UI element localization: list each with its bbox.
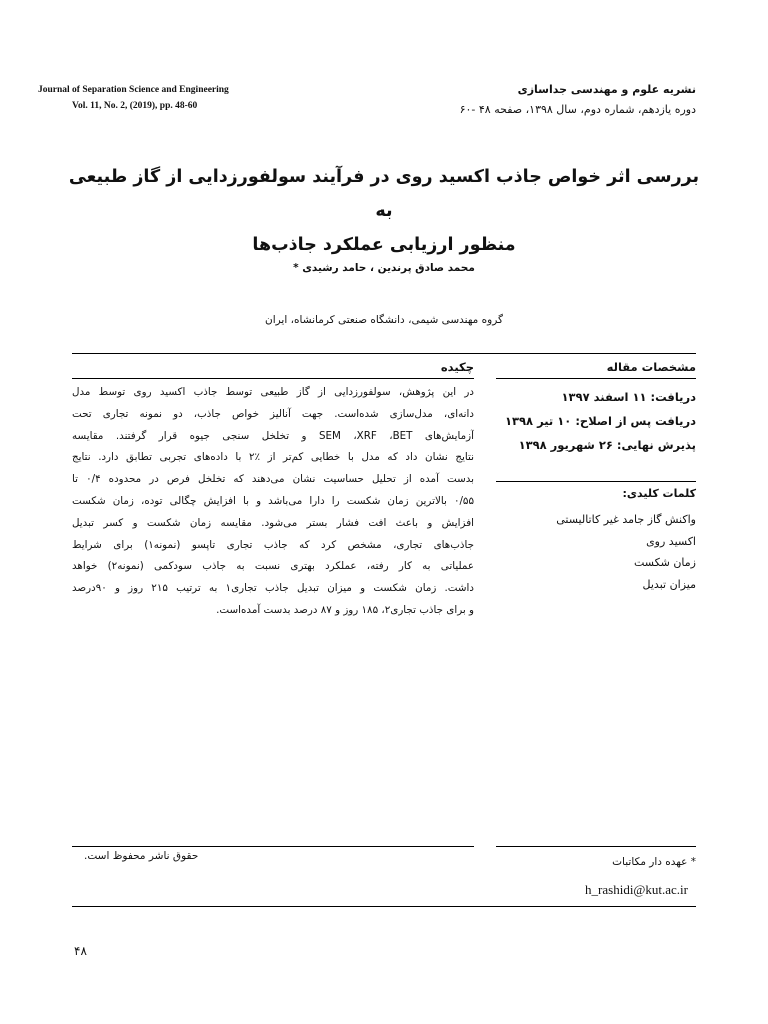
journal-name-fa: نشریه علوم و مهندسی جداسازی (517, 83, 696, 96)
copyright-divider (72, 846, 474, 847)
title-line: منظور ارزیابی عملکرد جاذب‌ها (252, 235, 516, 255)
bottom-divider (72, 906, 696, 907)
article-info-heading: مشخصات مقاله (606, 360, 696, 374)
authors: محمد صادق پرندین ، حامد رشیدی * (293, 262, 475, 274)
copyright-notice (72, 850, 474, 862)
correspondence-divider (496, 846, 696, 847)
page-number: ۴۸ (74, 944, 87, 958)
abstract-heading-divider (72, 378, 474, 379)
top-divider (72, 353, 696, 354)
abstract-line: جاذب‌های تجاری، مشخص کرد که جاذب تجاری تاپسو (نمونه۱) برای شرایط (72, 538, 474, 551)
abstract-line: عملیاتی به کار رفته، عملکرد بهتری نسبت به جاذب سودکمی (نمونه۲) خواهد (72, 560, 474, 573)
affiliation: گروه مهندسی شیمی، دانشگاه صنعتی کرمانشاه، ایران (265, 314, 503, 326)
abstract-line: نتایج نشان داد که مدل با خطایی کم‌تر از ٪۲ با داده‌های تجربی تطابق دارد. نتایج (72, 451, 474, 464)
keyword-item: میزان تبدیل (642, 577, 696, 591)
abstract-body (72, 382, 474, 622)
keyword-item: زمان شکست (633, 556, 696, 569)
journal-name-en: Journal of Separation Science and Engineering (38, 85, 229, 95)
abstract-line: آزمایش‌های SEM ،XRF ،BET و تخلخل سنجی جیوه قرار گرفتند. مقایسه (72, 429, 474, 442)
volume-info-en: Vol. 11, No. 2, (2019), pp. 48-60 (72, 101, 198, 111)
journal-header-en (38, 82, 298, 114)
received-date: دریافت: ۱۱ اسفند ۱۳۹۷ (561, 390, 696, 404)
corresponding-email[interactable]: h_rashidi@kut.ac.ir (585, 882, 688, 897)
keywords-divider (496, 481, 696, 482)
abstract-line: و برای جاذب تجاری۲، ۱۸۵ روز و ۸۷ درصد بدست آمده‌است. (216, 603, 474, 616)
keyword-item: اکسید روی (646, 534, 696, 548)
keywords-list (496, 509, 696, 595)
keywords-heading: کلمات کلیدی: (622, 487, 696, 500)
abstract-line: در این پژوهش، سولفورزدایی از گاز طبیعی توسط جاذب اکسید روی توسط مدل (72, 386, 474, 398)
paper-title (60, 160, 708, 262)
journal-header-fa (376, 80, 696, 120)
volume-info-fa: دوره یازدهم، شماره دوم، سال ۱۳۹۸، صفحه ۴۸ -۶۰ (459, 103, 696, 116)
article-dates (496, 385, 696, 457)
copyright-text: حقوق ناشر محفوظ است. (84, 850, 199, 862)
title-line: بررسی اثر خواص جاذب اکسید روی در فرآیند سولفورزدایی از گاز طبیعی به (68, 167, 700, 221)
abstract-line: داشت. زمان شکست و میزان تبدیل جاذب تجاری۱ به ترتیب ۲۱۵ روز و ۹۰درصد (72, 582, 474, 595)
info-heading-divider (496, 378, 696, 379)
abstract-heading: چکیده (440, 360, 474, 374)
abstract-line: ۰/۵۵ بالاترین زمان شکست را دارا می‌باشد و با افزایش چگالی توده، زمان شکست (72, 494, 474, 507)
accepted-date: پذیرش نهایی: ۲۶ شهریور ۱۳۹۸ (518, 438, 696, 452)
abstract-line: دانه‌ای، مدل‌سازی شده‌است. جهت آنالیز خواص جاذب، دو نمونه تجاری تحت (72, 407, 474, 420)
keyword-item: واکنش گاز جامد غیر کاتالیستی (556, 513, 696, 526)
abstract-line: بدست آمده از تحلیل حساسیت نشان می‌دهند که تخلخل فرص در محدوده ۰/۴ تا (72, 473, 474, 486)
abstract-line: افزایش و باعث افت فشار بستر می‌شود. مقایسه زمان شکست و کسر تبدیل (72, 516, 474, 529)
corresponding-author-label: * عهده دار مکاتبات (612, 856, 696, 868)
revised-date: دریافت پس از اصلاح: ۱۰ تیر ۱۳۹۸ (505, 414, 696, 428)
